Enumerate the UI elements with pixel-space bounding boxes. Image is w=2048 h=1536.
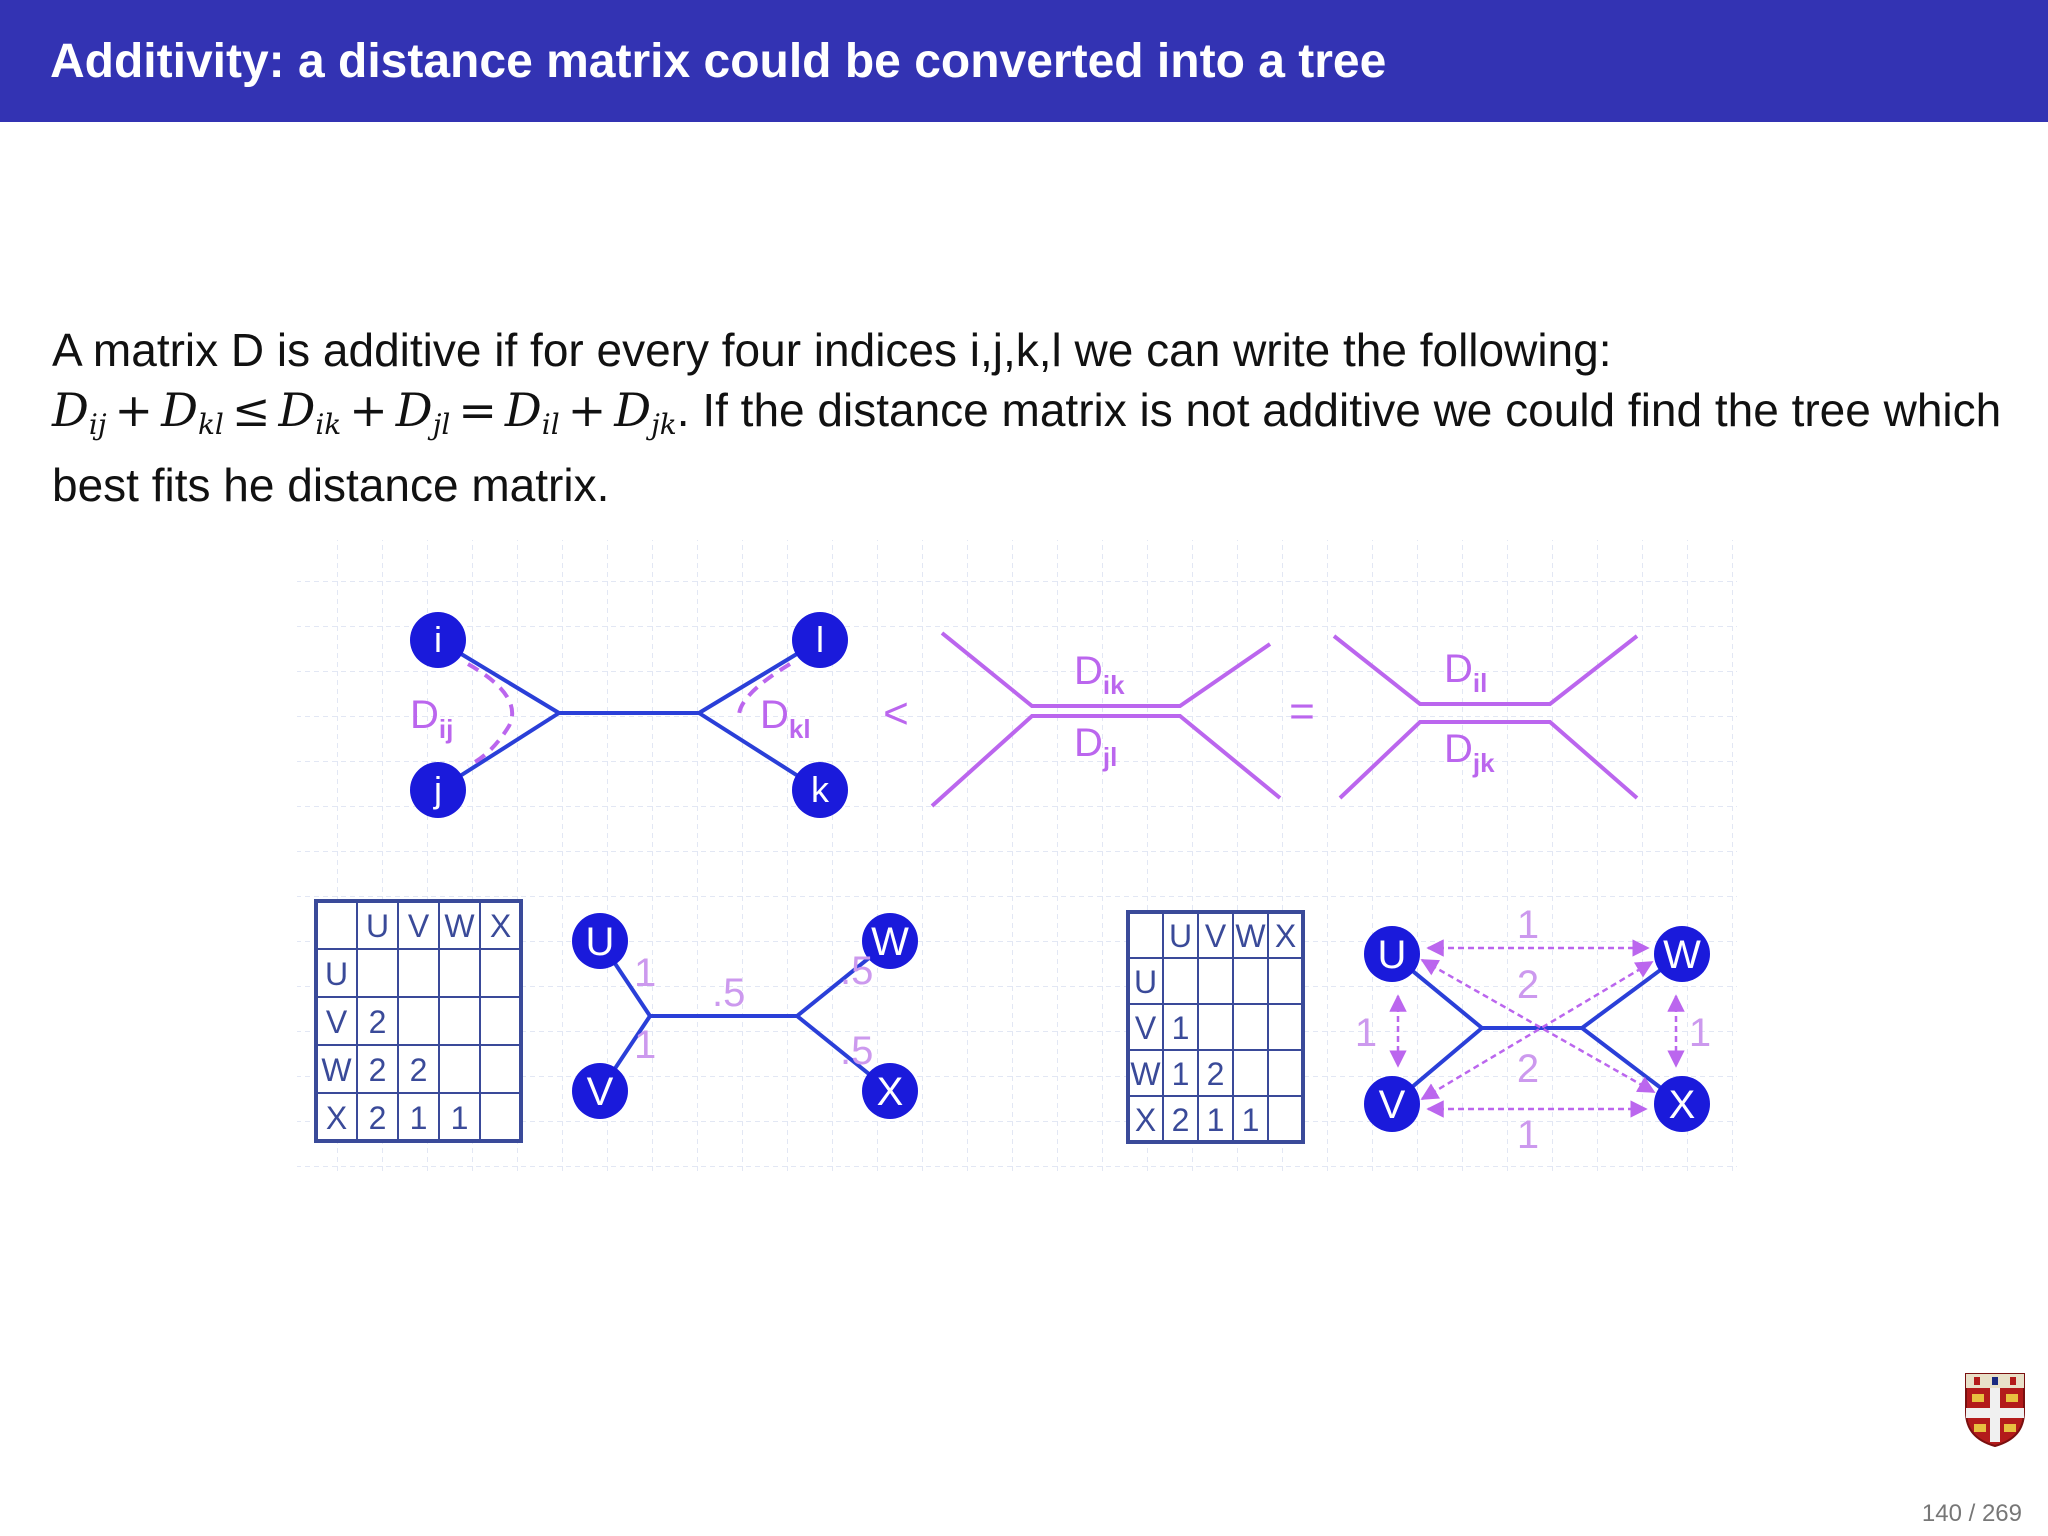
edge-u-length: 1 bbox=[634, 951, 657, 995]
less-than-sign: < bbox=[883, 689, 909, 738]
table-left-cell: 2 bbox=[368, 1100, 387, 1136]
distance-ux-label: 2 bbox=[1516, 963, 1540, 1007]
table-left-row-label: W bbox=[321, 1052, 352, 1088]
table-right-cell: 1 bbox=[1171, 1056, 1190, 1092]
node-v-label: V bbox=[1378, 1083, 1406, 1127]
node-v-label: V bbox=[586, 1070, 614, 1114]
table-left-row-label: V bbox=[325, 1004, 348, 1040]
table-right-cell: 2 bbox=[1206, 1056, 1225, 1092]
table-right-row-label: W bbox=[1130, 1056, 1161, 1092]
table-right-header-cell: W bbox=[1235, 918, 1266, 954]
node-x-label: X bbox=[876, 1070, 904, 1114]
table-left-header-cell: U bbox=[365, 908, 390, 944]
edge-x-length: .5 bbox=[840, 1029, 874, 1073]
node-w-label: W bbox=[871, 920, 909, 964]
university-crest bbox=[1964, 1372, 2026, 1448]
table-left-cell: 1 bbox=[450, 1100, 469, 1136]
node-u-label: U bbox=[585, 920, 615, 964]
internal-edge-length: .5 bbox=[712, 971, 746, 1015]
djl-label: $D_{jl}$ bbox=[1074, 721, 1118, 772]
distance-vw-label: 2 bbox=[1516, 1047, 1540, 1091]
node-i-label: i bbox=[434, 619, 442, 660]
table-left-header-cell: W bbox=[444, 908, 475, 944]
node-u-label: U bbox=[1377, 933, 1407, 977]
table-right-row-label: X bbox=[1134, 1102, 1157, 1138]
distance-table-right bbox=[1128, 912, 1303, 1142]
node-w-label: W bbox=[1663, 933, 1701, 977]
djk-label: $D_{jk}$ bbox=[1444, 727, 1495, 778]
node-x-label: X bbox=[1668, 1083, 1696, 1127]
definition-text bbox=[52, 320, 2012, 515]
table-left-cell: 1 bbox=[409, 1100, 428, 1136]
figure-canvas bbox=[292, 536, 1772, 1218]
node-j-label: j bbox=[434, 769, 442, 810]
table-right-cell: 1 bbox=[1241, 1102, 1260, 1138]
dij-label: $D_{ij}$ bbox=[410, 693, 454, 744]
table-right-header-cell: V bbox=[1204, 918, 1227, 954]
crest-icon bbox=[1964, 1372, 2026, 1448]
table-left-cell: 2 bbox=[368, 1052, 387, 1088]
table-right-header-cell: X bbox=[1274, 918, 1297, 954]
table-right-row-label: V bbox=[1134, 1010, 1157, 1046]
distance-uv-label: 1 bbox=[1354, 1011, 1378, 1055]
table-right-row-label: U bbox=[1133, 964, 1158, 1000]
distance-vx-label: 1 bbox=[1516, 1113, 1540, 1157]
table-left-cell: 2 bbox=[409, 1052, 428, 1088]
table-left-row-label: U bbox=[324, 956, 349, 992]
node-k-label: k bbox=[811, 769, 829, 810]
table-right-cell: 1 bbox=[1206, 1102, 1225, 1138]
table-right-cell: 1 bbox=[1171, 1010, 1190, 1046]
intro-sentence: A matrix D is additive if for every four indices i,j,k,l we can write the following: bbox=[52, 324, 1612, 376]
distance-wx-label: 1 bbox=[1688, 1011, 1712, 1055]
additivity-formula: $D_{ij} + D_{kl} \le D_{ik} + D_{jl} = D_{il} + D_{jk}$ bbox=[52, 383, 677, 441]
edge-v-length: 1 bbox=[634, 1023, 657, 1067]
distance-table-left bbox=[316, 901, 521, 1141]
node-l-label: l bbox=[816, 619, 824, 660]
table-left-header-cell: V bbox=[407, 908, 430, 944]
edge-w-length: .5 bbox=[840, 949, 874, 993]
table-left-header-cell: X bbox=[489, 908, 512, 944]
page-number: 140 / 269 bbox=[1921, 1500, 2022, 1527]
dil-label: $D_{il}$ bbox=[1444, 647, 1488, 698]
explanation-sentence: . If the distance matrix is not additive we could find the tree which best fits he distance matrix. bbox=[52, 384, 2002, 511]
table-right-header-cell: U bbox=[1168, 918, 1193, 954]
equals-sign: = bbox=[1289, 687, 1315, 736]
table-left-cell: 2 bbox=[368, 1004, 387, 1040]
table-left-row-label: X bbox=[325, 1100, 348, 1136]
dkl-label: $D_{kl}$ bbox=[760, 693, 811, 744]
table-right-cell: 2 bbox=[1171, 1102, 1190, 1138]
additivity-figure bbox=[292, 536, 1772, 1218]
slide-title: Additivity: a distance matrix could be converted into a tree bbox=[50, 35, 1387, 88]
dik-label: $D_{ik}$ bbox=[1074, 649, 1125, 700]
distance-uw-label: 1 bbox=[1516, 903, 1540, 947]
title-bar bbox=[0, 0, 2048, 122]
